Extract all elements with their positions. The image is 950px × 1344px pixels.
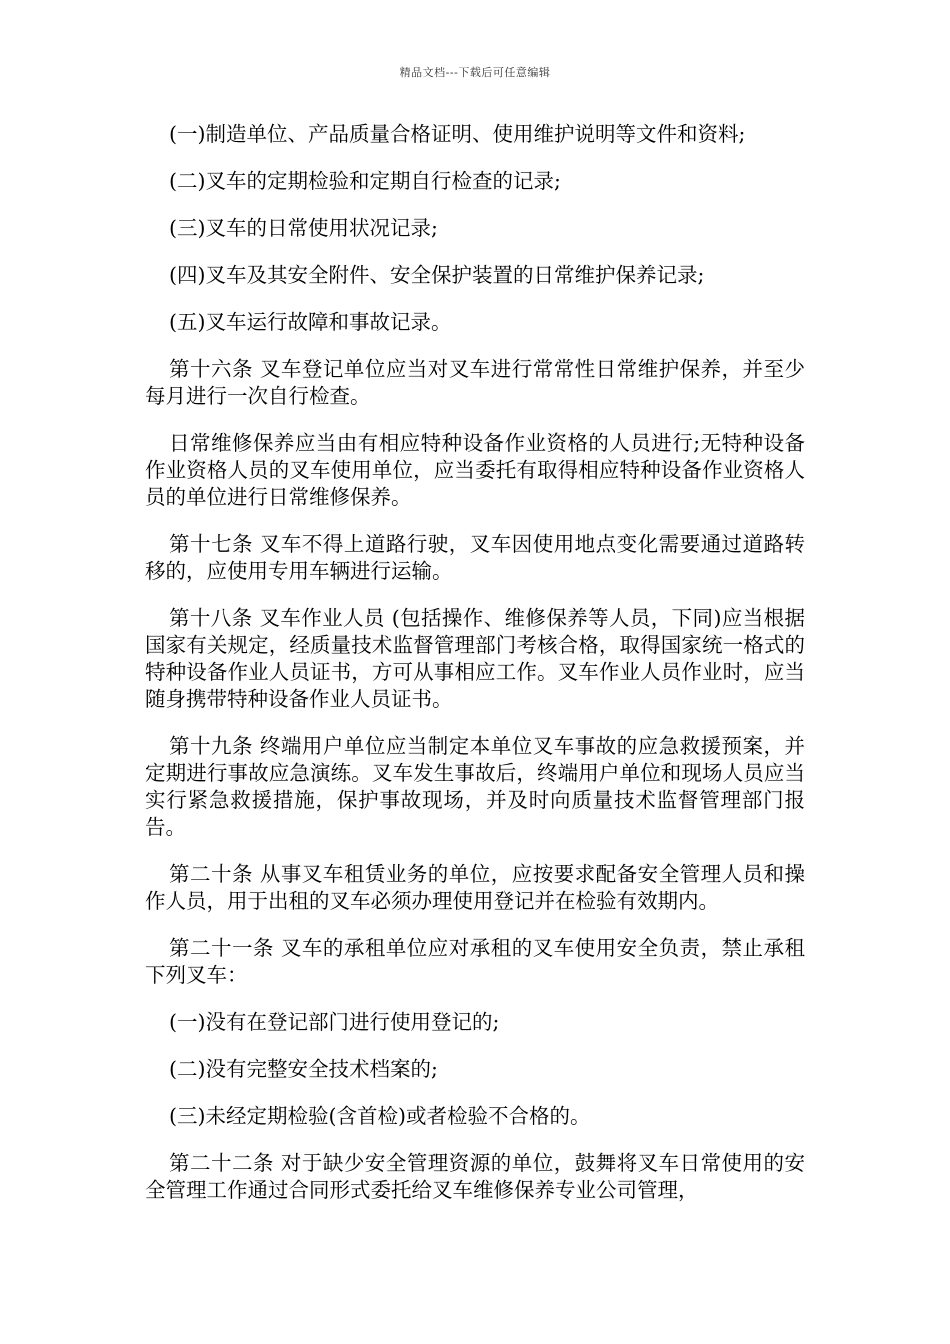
paragraph-item-3: (三)叉车的日常使用状况记录; bbox=[169, 216, 438, 240]
article-20: 第二十条 从事叉车租赁业务的单位，应按要求配备安全管理人员和操作人员，用于出租的叉车必须办理使用登记并在检验有效期内。 bbox=[145, 862, 805, 913]
page-header: 精品文档---下载后可任意编辑 bbox=[399, 66, 551, 79]
document-body bbox=[145, 121, 805, 1204]
article-16-maintenance: 日常维修保养应当由有相应特种设备作业资格的人员进行;无特种设备作业资格人员的叉车使用单位，应当委托有取得相应特种设备作业资格人员的单位进行日常维修保养。 bbox=[145, 431, 805, 509]
article-21: 第二十一条 叉车的承租单位应对承租的叉车使用安全负责，禁止承租下列叉车： bbox=[145, 936, 805, 987]
paragraph-item-1: (一)制造单位、产品质量合格证明、使用维护说明等文件和资料; bbox=[169, 122, 746, 146]
article-22: 第二十二条 对于缺少安全管理资源的单位，鼓舞将叉车日常使用的安全管理工作通过合同形式委托给叉车维修保养专业公司管理， bbox=[145, 1151, 805, 1202]
article-16: 第十六条 叉车登记单位应当对叉车进行常常性日常维护保养，并至少每月进行一次自行检查。 bbox=[145, 357, 805, 408]
article-21-item-1: (一)没有在登记部门进行使用登记的; bbox=[169, 1010, 500, 1034]
paragraph-item-2: (二)叉车的定期检验和定期自行检查的记录; bbox=[169, 169, 561, 193]
article-17: 第十七条 叉车不得上道路行驶，叉车因使用地点变化需要通过道路转移的，应使用专用车辆进行运输。 bbox=[145, 532, 805, 583]
article-19: 第十九条 终端用户单位应当制定本单位叉车事故的应急救援预案，并定期进行事故应急演练。叉车发生事故后，终端用户单位和现场人员应当实行紧急救援措施，保护事故现场，并及时向质量技术监督管理部门报告。 bbox=[145, 734, 805, 839]
article-21-item-2: (二)没有完整安全技术档案的; bbox=[169, 1057, 438, 1081]
article-21-item-3: (三)未经定期检验(含首检)或者检验不合格的。 bbox=[169, 1104, 591, 1128]
paragraph-item-5: (五)叉车运行故障和事故记录。 bbox=[169, 310, 452, 334]
paragraph-item-4: (四)叉车及其安全附件、安全保护装置的日常维护保养记录; bbox=[169, 263, 705, 287]
article-18: 第十八条 叉车作业人员 (包括操作、维修保养等人员，下同)应当根据国家有关规定，经质量技术监督管理部门考核合格，取得国家统一格式的特种设备作业人员证书，方可从事相应工作。叉车作业人员作业时，应当随身携带特种设备作业人员证书。 bbox=[145, 606, 805, 711]
